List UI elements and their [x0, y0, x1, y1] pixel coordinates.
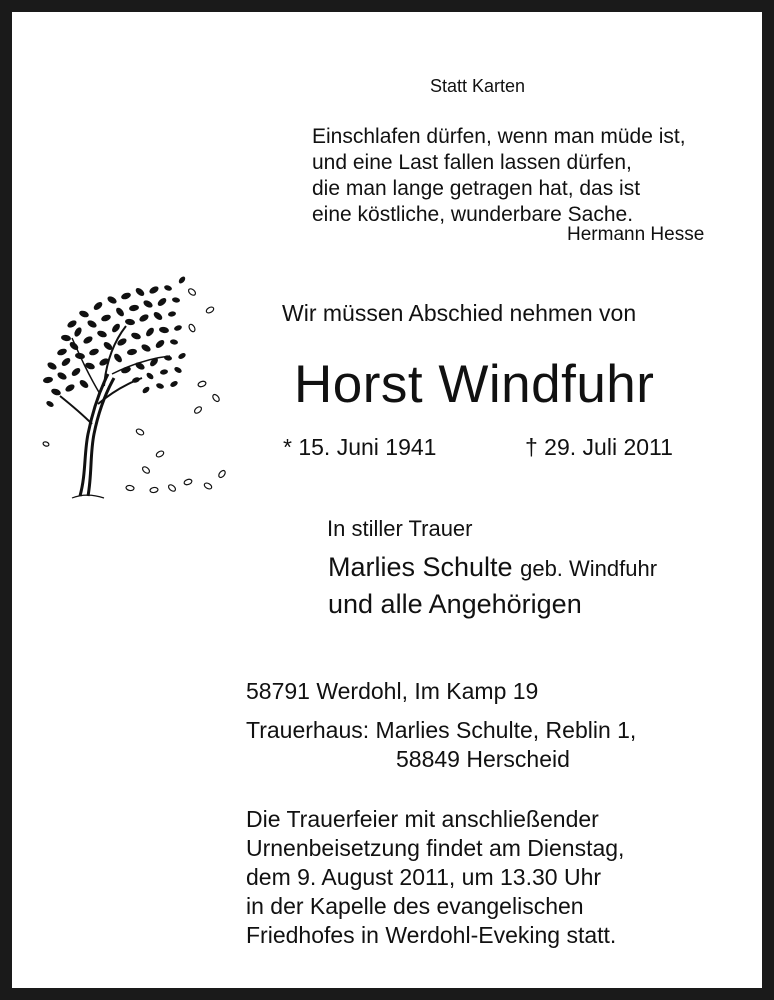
windblown-tree-icon [42, 274, 232, 502]
mourner-line [328, 552, 657, 583]
address-line: 58791 Werdohl, Im Kamp 19 [246, 678, 539, 704]
ceremony-line: Die Trauerfeier mit anschließender [246, 806, 599, 832]
quote-author: Hermann Hesse [567, 224, 705, 245]
ceremony-line: Friedhofes in Werdohl-Eveking statt. [246, 922, 617, 948]
quote-line: und eine Last fallen lassen dürfen, [312, 151, 632, 174]
quote-line: Einschlafen dürfen, wenn man müde ist, [312, 125, 686, 148]
trauerhaus-city: 58849 Herscheid [396, 746, 570, 772]
ceremony-line: in der Kapelle des evangelischen [246, 893, 584, 919]
relatives-line: und alle Angehörigen [328, 589, 582, 619]
trauerhaus-line: Trauerhaus: Marlies Schulte, Reblin 1, [246, 717, 637, 743]
deceased-name: Horst Windfuhr [294, 355, 655, 414]
birth-date: * 15. Juni 1941 [283, 434, 437, 460]
quote-line: die man lange getragen hat, das ist [312, 177, 641, 200]
quote-block [312, 124, 686, 228]
ceremony-line: Urnenbeisetzung findet am Dienstag, [246, 835, 625, 861]
farewell-intro: Wir müssen Abschied nehmen von [282, 300, 637, 326]
mourner-maiden-name: geb. Windfuhr [520, 556, 658, 581]
ceremony-block [246, 805, 624, 950]
ceremony-line: dem 9. August 2011, um 13.30 Uhr [246, 864, 602, 890]
mourner-name: Marlies Schulte [328, 552, 513, 582]
death-date: † 29. Juli 2011 [525, 434, 673, 460]
quote-line: eine köstliche, wunderbare Sache. [312, 203, 634, 226]
mourning-heading: In stiller Trauer [327, 516, 473, 541]
statt-karten-label: Statt Karten [430, 76, 526, 96]
